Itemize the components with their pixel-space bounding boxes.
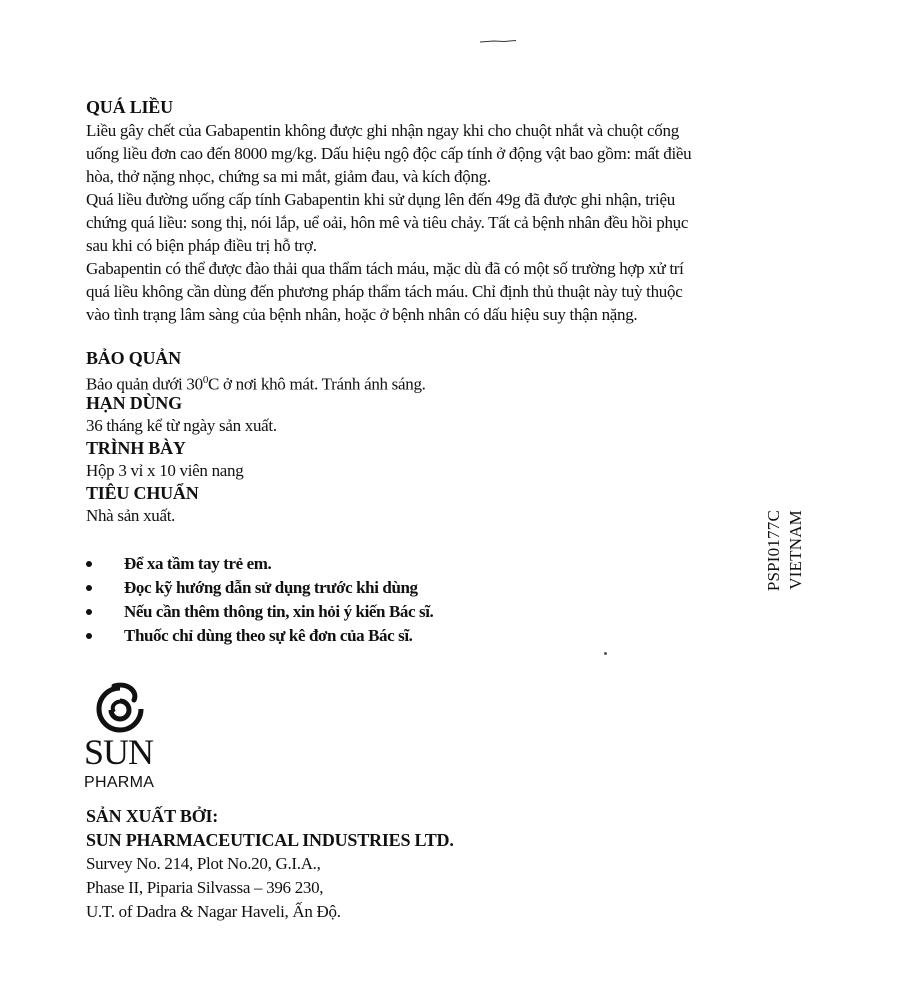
storage-degree: 0 (202, 374, 209, 386)
product-code: PSPI0177C (764, 510, 783, 592)
overdose-line: Quá liều đường uống cấp tính Gabapentin khi sử dụng lên đến 49g đã được ghi nhận, triệu (86, 190, 675, 209)
scan-mark (480, 40, 516, 43)
standard-heading: TIÊU CHUẨN (86, 483, 199, 503)
bullet-icon (86, 561, 92, 567)
storage-text (86, 369, 426, 392)
overdose-line: Gabapentin có thể được đào thải qua thẩm tách máu, mặc dù đã có một số trường hợp xử trí (86, 259, 684, 278)
storage-text-start: Bảo quản dưới 30 (86, 374, 203, 394)
bullet-icon (86, 633, 92, 639)
country-label: VIETNAM (786, 510, 805, 590)
expiry-text (86, 414, 426, 437)
overdose-text (86, 119, 691, 326)
warning-item (86, 624, 433, 648)
sun-swirl-icon (94, 680, 146, 734)
presentation-heading: TRÌNH BÀY (86, 438, 186, 458)
storage-heading: BẢO QUẢN (86, 348, 181, 368)
logo-brand: SUN (84, 732, 154, 772)
manufacturer-company: SUN PHARMACEUTICAL INDUSTRIES LTD. (86, 830, 454, 850)
standard-text (86, 504, 426, 527)
overdose-heading: QUÁ LIỀU (86, 97, 173, 117)
expiry-value: 36 tháng kể từ ngày sản xuất. (86, 416, 277, 435)
presentation-text (86, 459, 426, 482)
side-code (760, 510, 808, 602)
manufacturer-address (86, 852, 454, 924)
warning-text: Đọc kỹ hướng dẫn sử dụng trước khi dùng (124, 578, 418, 597)
warning-list (86, 552, 433, 648)
standard-value: Nhà sản xuất. (86, 506, 176, 525)
address-line: Survey No. 214, Plot No.20, G.I.A., (86, 854, 321, 873)
overdose-line: vào tình trạng lâm sàng của bệnh nhân, hoặc ở bệnh nhân có dấu hiệu suy thận nặng. (86, 305, 638, 324)
overdose-line: quá liều không cần dùng đến phương pháp thẩm tách máu. Chỉ định thủ thuật này tuỳ thuộc (86, 282, 683, 301)
address-line: Phase II, Piparia Silvassa – 396 230, (86, 878, 324, 897)
expiry-heading: HẠN DÙNG (86, 393, 182, 413)
warning-text: Để xa tầm tay trẻ em. (124, 554, 272, 573)
bullet-icon (86, 585, 92, 591)
warning-text: Nếu cần thêm thông tin, xin hỏi ý kiến Bác sĩ. (124, 602, 434, 621)
overdose-line: sau khi có biện pháp điều trị hỗ trợ. (86, 236, 317, 255)
overdose-line: chứng quá liều: song thị, nói lắp, uể oải, hôn mê và tiêu chảy. Tất cả bệnh nhân đều hồi phục (86, 213, 689, 232)
warning-item (86, 576, 433, 600)
speck (604, 652, 607, 655)
warning-item (86, 600, 433, 624)
manufacturer-section (86, 804, 454, 924)
bullet-icon (86, 609, 92, 615)
address-line: U.T. of Dadra & Nagar Haveli, Ấn Độ. (86, 902, 341, 921)
sun-pharma-logo (84, 680, 184, 792)
product-info-section (86, 347, 426, 527)
overdose-section (86, 96, 691, 326)
warning-item (86, 552, 433, 576)
overdose-line: uống liều đơn cao đến 8000 mg/kg. Dấu hiệu ngộ độc cấp tính ở động vật bao gồm: mất điều (86, 144, 692, 163)
storage-text-end: C ở nơi khô mát. Tránh ánh sáng. (208, 374, 426, 394)
warning-text: Thuốc chỉ dùng theo sự kê đơn của Bác sĩ. (124, 626, 413, 645)
overdose-line: hòa, thở nặng nhọc, chứng sa mi mắt, giảm đau, và kích động. (86, 167, 491, 186)
manufacturer-heading: SẢN XUẤT BỞI: (86, 806, 219, 826)
overdose-line: Liều gây chết của Gabapentin không được ghi nhận ngay khi cho chuột nhắt và chuột cống (86, 121, 679, 140)
presentation-value: Hộp 3 vỉ x 10 viên nang (86, 461, 244, 480)
logo-sub: PHARMA (84, 774, 155, 791)
